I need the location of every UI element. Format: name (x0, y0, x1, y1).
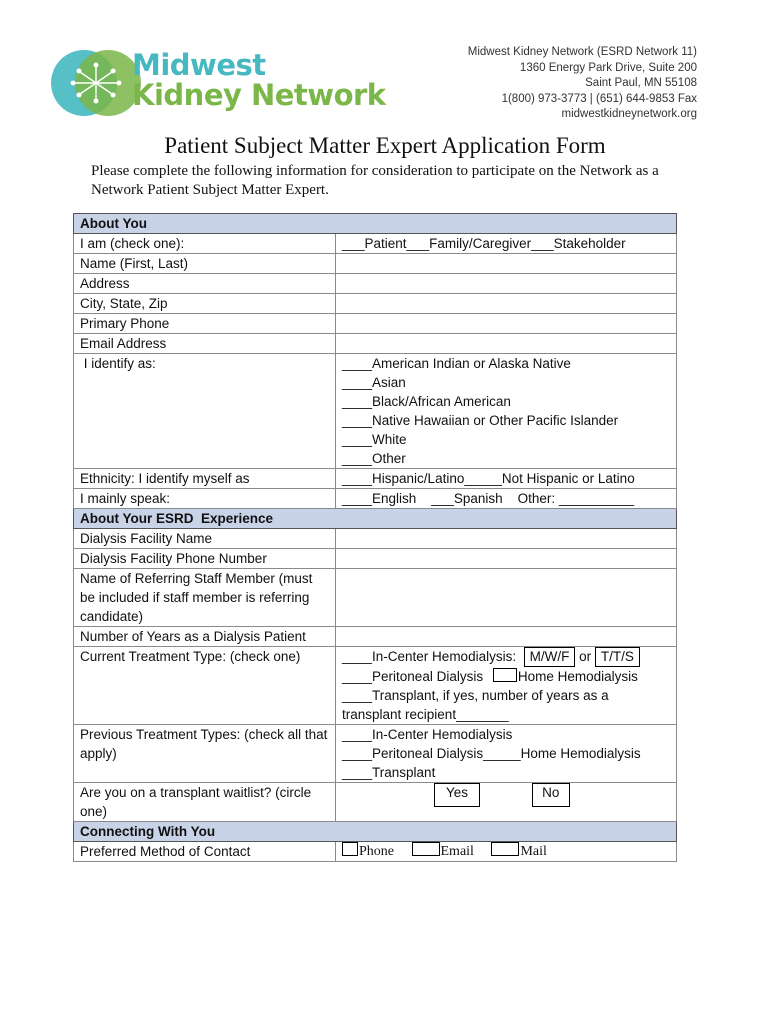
years-dialysis-label: Number of Years as a Dialysis Patient (74, 627, 336, 647)
identify-as-label: I identify as: (74, 354, 336, 469)
tts-option[interactable]: T/T/S (595, 647, 640, 667)
current-treatment-field[interactable] (336, 647, 677, 725)
form-intro: Please complete the following information for consideration to participate on the Network as a Network Patient Subject Matter Expert. (91, 163, 659, 198)
email-checkbox[interactable] (412, 842, 440, 856)
dialysis-facility-label: Dialysis Facility Name (74, 529, 336, 549)
email-address-field[interactable] (336, 334, 677, 354)
language-field[interactable]: ____English ___Spanish Other: __________ (336, 489, 677, 509)
city-state-zip-label: City, State, Zip (74, 294, 336, 314)
section-header-esrd-experience: About Your ESRD Experience (74, 509, 677, 529)
home-hemodialysis-checkbox[interactable] (493, 668, 517, 682)
address-field[interactable] (336, 274, 677, 294)
years-dialysis-field[interactable] (336, 627, 677, 647)
language-label: I mainly speak: (74, 489, 336, 509)
ethnicity-field[interactable]: ____Hispanic/Latino_____Not Hispanic or Latino (336, 469, 677, 489)
previous-treatment-field[interactable] (336, 725, 677, 783)
in-center-option[interactable]: ____In-Center Hemodialysis: (342, 649, 517, 664)
primary-phone-field[interactable] (336, 314, 677, 334)
previous-option[interactable]: ____Transplant (342, 765, 436, 780)
identify-as-field[interactable] (336, 354, 677, 469)
section-header-connecting: Connecting With You (74, 822, 677, 842)
contact-method-field[interactable] (336, 842, 677, 862)
section-header-about-you: About You (74, 214, 677, 234)
identify-option[interactable]: ____Black/African American (342, 394, 511, 409)
mwf-option[interactable]: M/W/F (524, 647, 576, 667)
or-text: or (579, 649, 592, 664)
transplant-option[interactable]: ____Transplant, if yes, number of years as a transplant recipient_______ (342, 688, 609, 722)
identify-option[interactable]: ____Native Hawaiian or Other Pacific Islander (342, 413, 619, 428)
identify-option[interactable]: ____Other (342, 451, 406, 466)
waitlist-label: Are you on a transplant waitlist? (circle one) (74, 783, 336, 822)
referring-staff-field[interactable] (336, 569, 677, 627)
address-line: 1360 Energy Park Drive, Suite 200 (519, 61, 697, 74)
form-title: Patient Subject Matter Expert Application Form (164, 133, 606, 158)
contact-method-label: Preferred Method of Contact (74, 842, 336, 862)
i-am-label: I am (check one): (74, 234, 336, 254)
address-line: Midwest Kidney Network (ESRD Network 11) (467, 46, 697, 58)
home-hemodialysis-option[interactable]: Home Hemodialysis (517, 669, 638, 684)
previous-treatment-label: Previous Treatment Types: (check all that apply) (74, 725, 336, 783)
name-label: Name (First, Last) (74, 254, 336, 274)
current-treatment-line (342, 647, 670, 667)
contact-email-option[interactable]: Email (440, 844, 474, 859)
address-label: Address (74, 274, 336, 294)
name-field[interactable] (336, 254, 677, 274)
previous-option[interactable]: ____Peritoneal Dialysis_____Home Hemodialysis (342, 746, 641, 761)
logo-line-2: Kidney Network (132, 78, 386, 112)
address-line: Saint Paul, MN 55108 (585, 77, 697, 89)
contact-phone-option[interactable]: Phone (359, 844, 394, 859)
mail-checkbox[interactable] (491, 842, 519, 856)
primary-phone-label: Primary Phone (74, 314, 336, 334)
address-line: midwestkidneynetwork.org (561, 108, 697, 120)
identify-option[interactable]: ____American Indian or Alaska Native (342, 356, 571, 371)
waitlist-yes-option[interactable]: Yes (434, 783, 480, 807)
email-address-label: Email Address (74, 334, 336, 354)
network-address-block (468, 45, 697, 123)
city-state-zip-field[interactable] (336, 294, 677, 314)
waitlist-no-option[interactable]: No (532, 783, 570, 807)
i-am-field[interactable]: ___Patient___Family/Caregiver___Stakeholder (336, 234, 677, 254)
identify-option[interactable]: ____White (342, 432, 407, 447)
ethnicity-label: Ethnicity: I identify myself as (74, 469, 336, 489)
current-treatment-label: Current Treatment Type: (check one) (74, 647, 336, 725)
phone-checkbox[interactable] (342, 842, 358, 856)
previous-option[interactable]: ____In-Center Hemodialysis (342, 727, 513, 742)
application-form-table (73, 213, 677, 862)
current-treatment-line (342, 667, 670, 686)
logo-wordmark (132, 50, 386, 110)
peritoneal-option[interactable]: ____Peritoneal Dialysis (342, 669, 484, 684)
referring-staff-label: Name of Referring Staff Member (must be included if staff member is referring candidate) (74, 569, 336, 627)
address-line: 1(800) 973-3773 | (651) 644-9853 Fax (501, 92, 697, 105)
contact-mail-option[interactable]: Mail (520, 844, 547, 859)
dialysis-facility-field[interactable] (336, 529, 677, 549)
waitlist-field[interactable] (336, 783, 677, 822)
facility-phone-label: Dialysis Facility Phone Number (74, 549, 336, 569)
logo-line-1: Midwest (132, 48, 266, 82)
identify-option[interactable]: ____Asian (342, 375, 406, 390)
facility-phone-field[interactable] (336, 549, 677, 569)
